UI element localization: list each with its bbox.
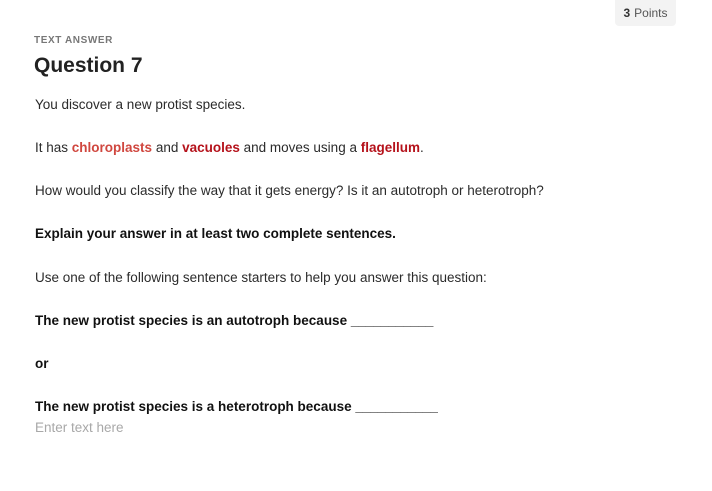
question-title: Question 7 — [34, 54, 143, 77]
keyword-flagellum: flagellum — [360, 140, 420, 155]
keyword-chloroplasts: chloroplasts — [71, 140, 153, 155]
points-label: Points — [634, 6, 668, 20]
points-badge — [615, 0, 676, 26]
prompt-line-2-suffix: . — [419, 140, 424, 155]
prompt-line-2-prefix: It has — [35, 140, 72, 155]
prompt-line-5: Use one of the following sentence starters to help you answer this question: — [35, 270, 487, 285]
prompt-line-2-mid2: and moves using a — [239, 140, 361, 155]
or-separator: or — [35, 356, 49, 371]
prompt-line-3: How would you classify the way that it gets energy? Is it an autotroph or heterotroph? — [35, 183, 544, 198]
answer-text-input[interactable] — [35, 417, 675, 437]
sentence-starter-autotroph: The new protist species is an autotroph because ___________ — [35, 313, 434, 328]
prompt-line-2 — [35, 140, 424, 155]
points-value: 3 — [623, 6, 631, 20]
prompt-instruction: Explain your answer in at least two complete sentences. — [35, 226, 396, 241]
keyword-vacuoles: vacuoles — [182, 140, 240, 155]
prompt-line-1: You discover a new protist species. — [35, 97, 246, 112]
question-type-label: TEXT ANSWER — [34, 35, 114, 46]
sentence-starter-heterotroph: The new protist species is a heterotroph because ___________ — [35, 399, 438, 414]
prompt-line-2-mid1: and — [152, 140, 183, 155]
